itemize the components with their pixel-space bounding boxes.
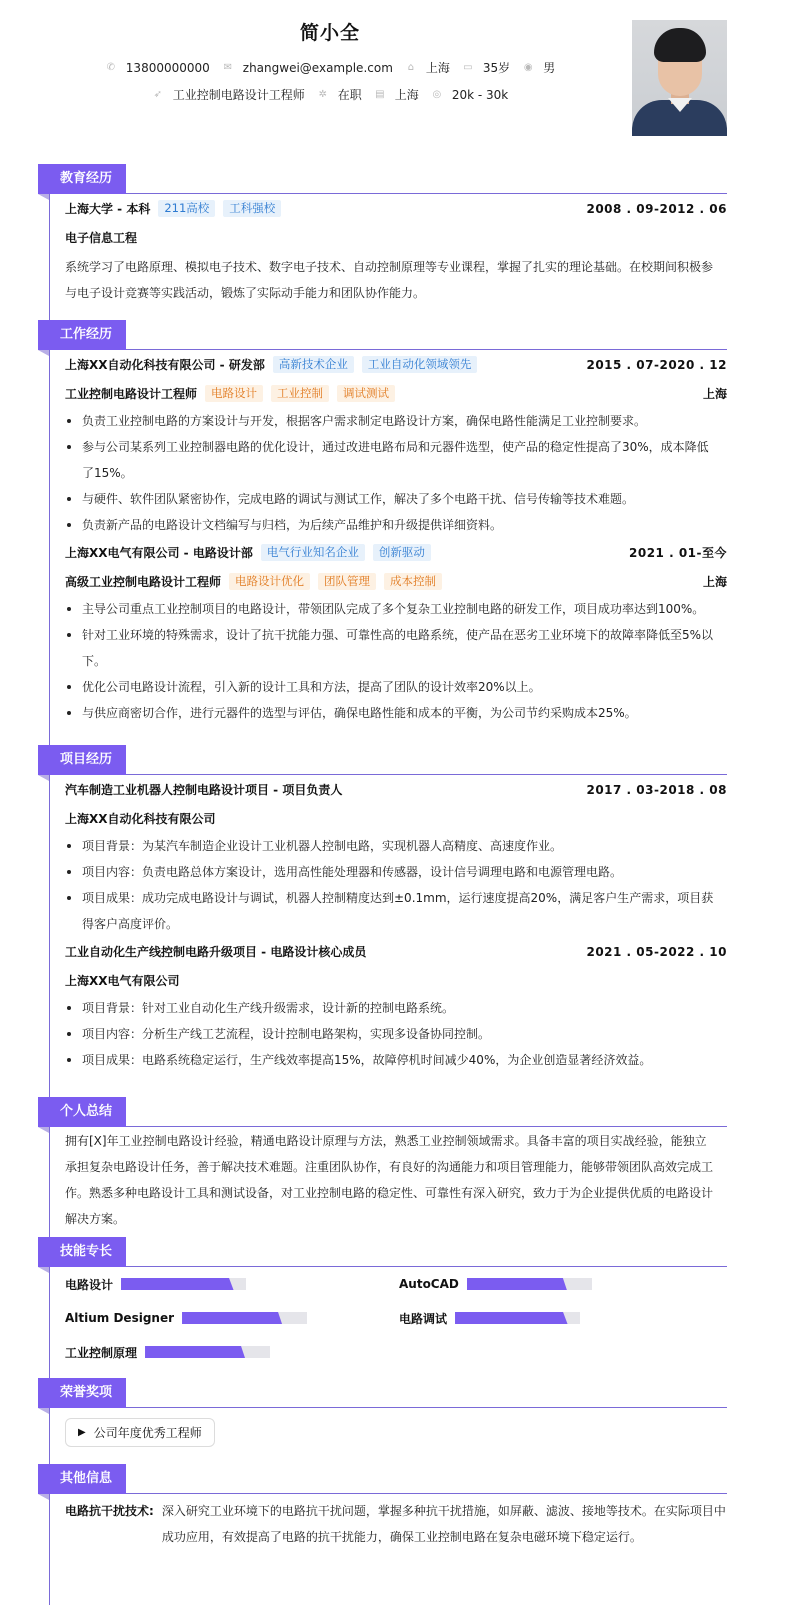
- section-work: [38, 320, 727, 726]
- skill-item: [65, 1267, 399, 1301]
- work-date: 2015 . 07-2020 . 12: [586, 357, 727, 372]
- project-row: [65, 775, 727, 804]
- skill-bar-fill: [182, 1312, 282, 1324]
- skill-item: [65, 1301, 399, 1335]
- award-name: 公司年度优秀工程师: [93, 1426, 202, 1440]
- project-bullets: [65, 833, 727, 937]
- building-icon: ▤: [375, 89, 385, 100]
- school-tag: 211高校: [158, 200, 215, 217]
- section-fold-decoration: [38, 350, 49, 356]
- status-value: 在职: [337, 88, 362, 102]
- skill-bar: [121, 1278, 246, 1290]
- list-item: 负责新产品的电路设计文档编写与归档，为后续产品维护和升级提供详细资料。: [65, 512, 727, 538]
- list-item: 项目背景：针对工业自动化生产线升级需求，设计新的控制电路系统。: [65, 995, 727, 1021]
- intent-city-value: 上海: [394, 88, 419, 102]
- list-item: 与供应商密切合作，进行元器件的选型与评估，确保电路性能和成本的平衡，为公司节约采购成本25%。: [65, 700, 727, 726]
- skill-name: 工业控制原理: [65, 1345, 138, 1360]
- list-item: 负责工业控制电路的方案设计与开发，根据客户需求制定电路设计方案，确保电路性能满足工业控制要求。: [65, 408, 727, 434]
- intent-salary: [431, 88, 508, 102]
- section-fold-decoration: [38, 194, 49, 200]
- skill-bar: [455, 1312, 580, 1324]
- list-item: 针对工业环境的特殊需求，设计了抗干扰能力强、可靠性高的电路系统，使产品在恶劣工业环境下的故障率降低至5%以下。: [65, 622, 727, 674]
- other-info-value: 深入研究工业环境下的电路抗干扰问题，掌握多种抗干扰措施，如屏蔽、滤波、接地等技术。在实际项目中成功应用，有效提高了电路的抗干扰能力，确保工业控制电路在复杂电磁环境下稳定运行。: [161, 1504, 726, 1544]
- skill-bar-fill: [145, 1346, 245, 1358]
- skill-item: [399, 1267, 699, 1301]
- company-name: 上海XX自动化科技有限公司 - 研发部: [65, 358, 265, 372]
- section-summary: [38, 1097, 727, 1232]
- list-item: 主导公司重点工业控制项目的电路设计，带领团队完成了多个复杂工业控制电路的研发工作，项目成功率达到100%。: [65, 596, 727, 622]
- section-fold-decoration: [38, 1494, 49, 1500]
- resume-header: [0, 0, 794, 150]
- summary-text: 拥有[X]年工业控制电路设计经验，精通电路设计原理与方法，熟悉工业控制领域需求。具备丰富的项目实战经验，能独立承担复杂电路设计任务，善于解决技术难题。注重团队协作，有良好的沟通能力和项目管理能力，能够带领团队高效完成工作。熟悉多种电路设计工具和测试设备，对工业控制电路的稳定性、可靠性有深入研究，致力于为企业提供优质的电路设计解决方案。: [65, 1134, 714, 1226]
- contact-phone: [105, 61, 210, 75]
- section-title: 荣誉奖项: [38, 1378, 126, 1408]
- work-date: 2021 . 01-至今: [629, 546, 727, 560]
- salary-value: 20k - 30k: [451, 87, 509, 102]
- mail-icon: ✉: [223, 62, 232, 73]
- contact-age: [462, 59, 510, 76]
- project-row: [65, 937, 727, 966]
- salary-icon: ◎: [432, 89, 442, 100]
- company-tag: 创新驱动: [373, 544, 431, 561]
- section-fold-decoration: [38, 775, 49, 781]
- position-tag: 电路设计: [205, 385, 263, 402]
- intent-row: [0, 86, 660, 103]
- education-row: [65, 194, 727, 223]
- section-title: 教育经历: [38, 164, 126, 194]
- company-tag: 高新技术企业: [273, 356, 354, 373]
- section-education: [38, 164, 727, 306]
- skill-bar-fill: [467, 1278, 567, 1290]
- list-item: 项目背景：为某汽车制造企业设计工业机器人控制电路，实现机器人高精度、高速度作业。: [65, 833, 727, 859]
- position-tag: 电路设计优化: [229, 573, 310, 590]
- section-title: 其他信息: [38, 1464, 126, 1494]
- status-icon: ✲: [318, 89, 327, 100]
- section-projects: [38, 745, 727, 1073]
- list-item: 项目内容：负责电路总体方案设计，选用高性能处理器和传感器，设计信号调理电路和电源管理电路。: [65, 859, 727, 885]
- home-icon: ⌂: [407, 62, 415, 73]
- other-info-key: 电路抗干扰技术:: [65, 1504, 154, 1518]
- company-tag: 工业自动化领域领先: [362, 356, 478, 373]
- project-date: 2017 . 03-2018 . 08: [586, 782, 727, 797]
- section-title: 项目经历: [38, 745, 126, 775]
- contact-city: [405, 59, 450, 76]
- list-item: 与硬件、软件团队紧密协作，完成电路的调试与测试工作，解决了多个电路干扰、信号传输等技术难题。: [65, 486, 727, 512]
- project-name: 汽车制造工业机器人控制电路设计项目 - 项目负责人: [65, 783, 343, 797]
- section-skills: [38, 1237, 727, 1369]
- other-info-item: [65, 1498, 727, 1550]
- gender-icon: ◉: [523, 62, 533, 73]
- city-value: 上海: [425, 61, 450, 75]
- work-bullets: [65, 596, 727, 726]
- skill-bar: [145, 1346, 270, 1358]
- skill-name: 电路调试: [399, 1311, 448, 1326]
- list-item: 项目内容：分析生产线工艺流程，设计控制电路架构，实现多设备协同控制。: [65, 1021, 727, 1047]
- skill-bar-fill: [455, 1312, 568, 1324]
- position-tag: 团队管理: [318, 573, 376, 590]
- candidate-name: 简小全: [299, 22, 360, 44]
- position-value: 工业控制电路设计工程师: [172, 88, 305, 102]
- work-location: 上海: [702, 387, 727, 401]
- skill-bar: [182, 1312, 307, 1324]
- major-row: [65, 223, 727, 252]
- skill-bar: [467, 1278, 592, 1290]
- school-name: 上海大学 - 本科: [65, 202, 151, 216]
- contact-email: [222, 61, 393, 75]
- project-company: 上海XX电气有限公司: [65, 974, 180, 988]
- project-company-row: [65, 966, 727, 995]
- intent-city: [374, 86, 419, 103]
- work-position-row: [65, 379, 727, 408]
- phone-icon: ✆: [106, 62, 115, 73]
- project-company-row: [65, 804, 727, 833]
- work-company-row: [65, 350, 727, 379]
- skill-item: [399, 1301, 699, 1335]
- list-item: 项目成果：成功完成电路设计与调试，机器人控制精度达到±0.1mm，运行速度提高20%，满足客户生产需求，项目获得客户高度评价。: [65, 885, 727, 937]
- section-fold-decoration: [38, 1408, 49, 1414]
- section-fold-decoration: [38, 1127, 49, 1133]
- position-tag: 调试测试: [337, 385, 395, 402]
- contact-gender: [522, 59, 555, 76]
- skills-grid: [65, 1267, 727, 1369]
- work-position-row: [65, 567, 727, 596]
- company-tag: 电气行业知名企业: [261, 544, 365, 561]
- profile-photo: [632, 20, 727, 136]
- section-title: 工作经历: [38, 320, 126, 350]
- play-triangle-icon: ▶: [78, 1427, 86, 1438]
- section-title: 技能专长: [38, 1237, 126, 1267]
- education-description: 系统学习了电路原理、模拟电子技术、数字电子技术、自动控制原理等专业课程，掌握了扎实的理论基础。在校期间积极参与电子设计竞赛等实践活动，锻炼了实际动手能力和团队协作能力。: [65, 260, 714, 300]
- award-item: [65, 1418, 215, 1447]
- send-icon: ➶: [153, 89, 162, 100]
- skill-bar-fill: [121, 1278, 234, 1290]
- skill-name: Altium Designer: [65, 1311, 175, 1325]
- work-location: 上海: [702, 575, 727, 589]
- work-bullets: [65, 408, 727, 538]
- email-value: zhangwei@example.com: [242, 60, 393, 75]
- gender-value: 男: [543, 61, 556, 75]
- age-value: 35岁: [482, 61, 511, 75]
- section-other: [38, 1464, 727, 1550]
- skill-name: AutoCAD: [399, 1277, 459, 1291]
- list-item: 优化公司电路设计流程，引入新的设计工具和方法，提高了团队的设计效率20%以上。: [65, 674, 727, 700]
- skill-item: [65, 1335, 399, 1369]
- project-date: 2021 . 05-2022 . 10: [586, 944, 727, 959]
- intent-status: [317, 86, 362, 103]
- section-fold-decoration: [38, 1267, 49, 1273]
- contact-row: [0, 59, 660, 76]
- position-title: 高级工业控制电路设计工程师: [65, 575, 222, 589]
- section-title: 个人总结: [38, 1097, 126, 1127]
- position-tag: 工业控制: [271, 385, 329, 402]
- list-item: 参与公司某系列工业控制器电路的优化设计，通过改进电路布局和元器件选型，使产品的稳定性提高了30%，成本降低了15%。: [65, 434, 727, 486]
- intent-position: [152, 86, 305, 103]
- section-awards: [38, 1378, 727, 1447]
- project-company: 上海XX自动化科技有限公司: [65, 812, 216, 826]
- project-name: 工业自动化生产线控制电路升级项目 - 电路设计核心成员: [65, 945, 367, 959]
- education-date: 2008 . 09-2012 . 06: [586, 201, 727, 216]
- position-tag: 成本控制: [384, 573, 442, 590]
- school-tag: 工科强校: [223, 200, 281, 217]
- skill-name: 电路设计: [65, 1277, 114, 1292]
- work-company-row: [65, 538, 727, 567]
- company-name: 上海XX电气有限公司 - 电路设计部: [65, 546, 253, 560]
- list-item: 项目成果：电路系统稳定运行，生产线效率提高15%，故障停机时间减少40%，为企业创造显著经济效益。: [65, 1047, 727, 1073]
- major: 电子信息工程: [65, 231, 138, 245]
- age-icon: ▭: [463, 62, 473, 73]
- project-bullets: [65, 995, 727, 1073]
- phone-value: 13800000000: [125, 60, 210, 75]
- position-title: 工业控制电路设计工程师: [65, 387, 198, 401]
